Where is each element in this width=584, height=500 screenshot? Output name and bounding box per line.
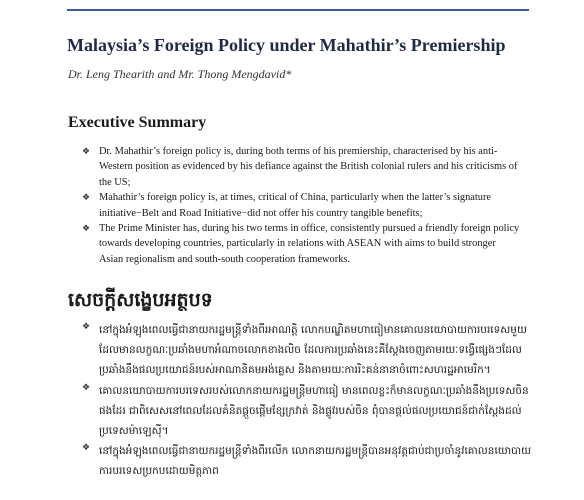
list-item bbox=[82, 381, 532, 442]
diamond-bullet-icon: ❖ bbox=[82, 322, 91, 332]
summary-item-text: Dr. Mahathir’s foreign policy is, during both terms of his premiership, characterised by his anti-Western position as evidenced by his defiance against the British colonial rulers and his criticisms of the US; bbox=[99, 146, 518, 188]
khmer-summary-list bbox=[82, 320, 532, 482]
diamond-bullet-icon: ❖ bbox=[82, 192, 91, 203]
khmer-summary-heading: សេចក្ដីសង្ខេបអត្ថបទ bbox=[68, 289, 213, 311]
diamond-bullet-icon: ❖ bbox=[82, 382, 91, 393]
khmer-item-text: នៅក្នុងអំឡុងពេលធ្វើជានាយករដ្ឋមន្ត្រីទាំងពីរអាណត្តិ លោកបណ្ឌិតមហាធៀមានគោលនយោបាយការបរទេសមួយដែលមានលក្ខណៈប្រឆាំងមហាអំណាចលោកខាងលិច ដែលការប្រឆាំងនេះគឺស្ដែងចេញតាមរយៈទង្វើផ្សេងៗដែលប្រឆាំងនឹងផលប្រយោជន៍របស់អាណានិគមអង់គ្លេស និងតាមរយៈការរិះគន់នានាចំពោះសហរដ្ឋអាមេរិក។ bbox=[99, 324, 527, 377]
list-item bbox=[82, 320, 532, 381]
khmer-item-text: គោលនយោបាយការបរទេសរបស់លោកនាយករដ្ឋមន្ត្រីមហាធៀ មានពេលខ្លះក៏មានលក្ខណៈប្រឆាំងនឹងប្រទេសចិនផងដែរ ជាពិសេសនៅពេលដែលគំនិតផ្ដួចផ្ដើមខ្សែក្រវាត់ និងផ្លូវរបស់ចិន ពុំបានផ្ដល់ផលប្រយោជន៍ជាក់ស្ដែងដល់ប្រទេសម៉ាឡេស៊ី។ bbox=[99, 384, 529, 438]
summary-item-text: The Prime Minister has, during his two terms in office, consistently pursued a friendly foreign policy towards developing countries, particularly in relations with ASEAN with aims to build stronger Asian regionalism and south-south cooperation frameworks. bbox=[99, 223, 520, 265]
header-rule bbox=[67, 9, 529, 11]
list-item bbox=[82, 144, 522, 190]
document-authors: Dr. Leng Thearith and Mr. Thong Mengdavid* bbox=[68, 67, 292, 81]
executive-summary-heading: Executive Summary bbox=[68, 114, 207, 131]
diamond-bullet-icon: ❖ bbox=[82, 443, 91, 454]
summary-item-text: Mahathir’s foreign policy is, at times, critical of China, particularly when the latter’s signature initiative−Belt and Road Initiative−did not offer his country tangible benefits; bbox=[99, 192, 492, 219]
list-item bbox=[82, 221, 522, 267]
khmer-item-text: នៅក្នុងអំឡុងពេលធ្វើជានាយករដ្ឋមន្ត្រីទាំងពីរលើក លោកនាយករដ្ឋមន្ត្រីបានអនុវត្តជាប់ជាប្រចាំនូវគោលនយោបាយការបរទេសប្រកបដោយមិត្តភាព bbox=[99, 445, 532, 478]
document-title: Malaysia’s Foreign Policy under Mahathir’s Premiership bbox=[67, 35, 506, 55]
diamond-bullet-icon: ❖ bbox=[82, 223, 91, 234]
list-item bbox=[82, 190, 522, 221]
executive-summary-list bbox=[82, 144, 522, 267]
diamond-bullet-icon: ❖ bbox=[82, 146, 91, 156]
list-item bbox=[82, 441, 532, 481]
